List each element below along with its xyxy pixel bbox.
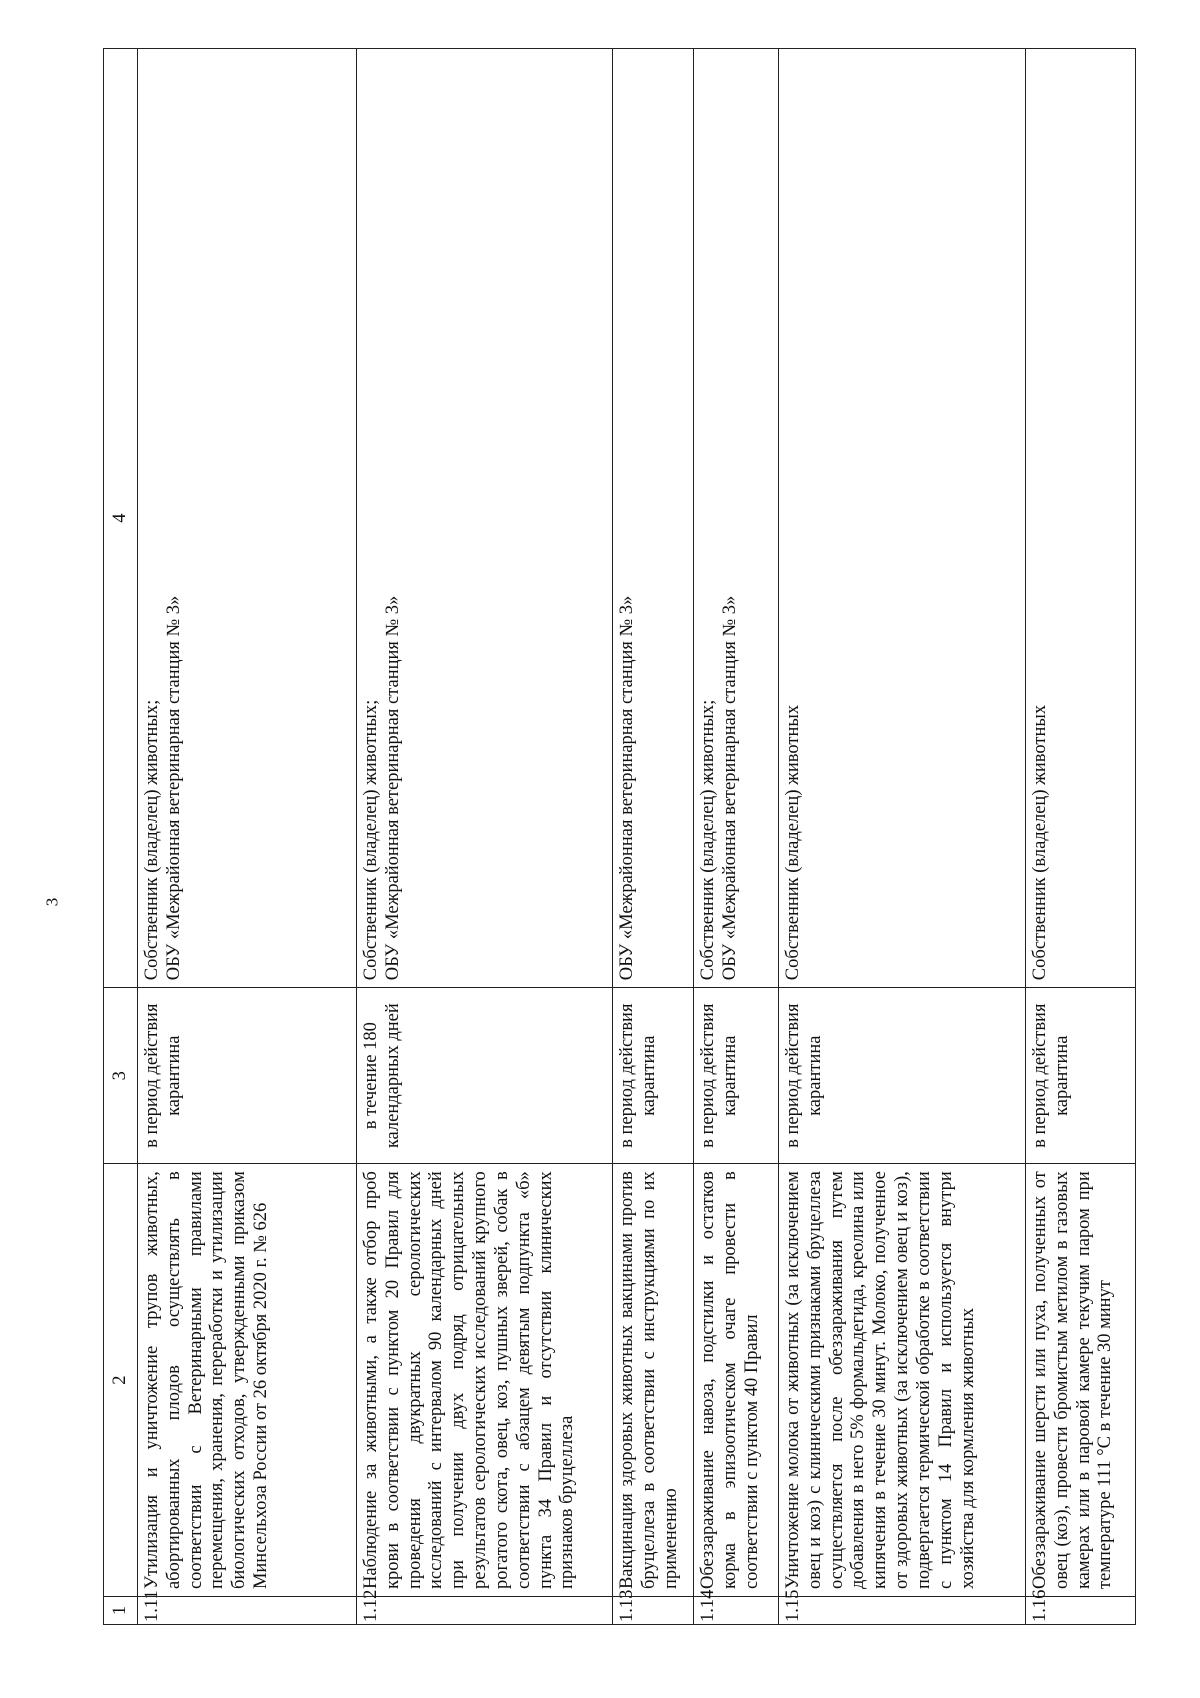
measure-term: в период действия карантина: [613, 988, 694, 1164]
measure-term: в период действия карантина: [694, 988, 779, 1164]
row-number: 1.14: [694, 1597, 779, 1625]
measure-term: в период действия карантина: [138, 988, 357, 1164]
measure-description: Обеззараживание шерсти или пуха, полученных от овец (коз), провести бромистым метилом в газовых камерах или в паровой камере текучим паром при температуре 111 °С в течение 30 минут: [1026, 1164, 1136, 1597]
responsible-party: [779, 49, 1026, 988]
table-row: [779, 49, 1026, 1625]
measure-term: в период действия карантина: [779, 988, 1026, 1164]
table-row: [138, 49, 357, 1625]
responsible-line: Собственник (владелец) животных;: [142, 699, 162, 981]
header-row: [104, 49, 138, 1625]
column-header: 3: [104, 988, 138, 1164]
measure-description: Утилизация и уничтожение трупов животных, абортированных плодов осуществлять в соответствии с Ветеринарными правилами перемещения, хранения, переработки и утилизации биологических отходов, утвержденными приказом Минсельхоза России от 26 октября 2020 г. № 626: [138, 1164, 357, 1597]
table-row: [694, 49, 779, 1625]
responsible-party: [1026, 49, 1136, 988]
responsible-line: Собственник (владелец) животных: [783, 704, 803, 981]
page-number: 3: [42, 897, 62, 907]
measure-term: в течение 180 календарных дней: [357, 988, 613, 1164]
row-number: 1.15: [779, 1597, 1026, 1625]
measure-term: в период действия карантина: [1026, 988, 1136, 1164]
responsible-party: [357, 49, 613, 988]
responsible-line: Собственник (владелец) животных;: [361, 699, 381, 981]
responsible-line: ОБУ «Межрайонная ветеринарная станция № 3»: [617, 595, 637, 981]
responsible-line: ОБУ «Межрайонная ветеринарная станция № 3»: [382, 595, 403, 981]
column-header: 2: [104, 1164, 138, 1597]
measure-description: Наблюдение за животными, а также отбор проб крови в соответствии с пунктом 20 Правил для проведения двукратных серологических исследований с интервалом 90 календарных дней при получении двух подряд отрицательных результатов серологических исследований крупного рогатого скота, овец, коз, пушных зверей, собак в соответствии с абзацем девятым подпункта «б» пункта 34 Правил и отсутствии клинических признаков бруцеллеза: [357, 1164, 613, 1597]
column-header: 1: [104, 1597, 138, 1625]
measure-description: Уничтожение молока от животных (за исключением овец и коз) с клиническими признаками бруцеллеза осуществляется после обеззараживания путем добавления в него 5% формальдегида, креолина или кипячения в течение 30 минут. Молоко, полученное от здоровых животных (за исключением овец и коз), подвергается термической обработке в соответствии с пунктом 14 Правил и используется внутри хозяйства для кормления животных: [779, 1164, 1026, 1597]
responsible-party: [694, 49, 779, 988]
responsible-party: [138, 49, 357, 988]
column-header: 4: [104, 49, 138, 988]
responsible-party: [613, 49, 694, 988]
responsible-line: Собственник (владелец) животных: [1030, 704, 1050, 981]
row-number: 1.13: [613, 1597, 694, 1625]
measure-description: Обеззараживание навоза, подстилки и остатков корма в эпизоотическом очаге провести в соответствии с пунктом 40 Правил: [694, 1164, 779, 1597]
responsible-line: ОБУ «Межрайонная ветеринарная станция № 3»: [719, 595, 740, 981]
row-number: 1.16: [1026, 1597, 1136, 1625]
table-row: [357, 49, 613, 1625]
table-row: [1026, 49, 1136, 1625]
responsible-line: Собственник (владелец) животных;: [698, 699, 718, 981]
rotated-table-container: [103, 48, 1191, 1625]
row-number: 1.12: [357, 1597, 613, 1625]
measure-description: Вакцинация здоровых животных вакцинами против бруцеллеза в соответствии с инструкциями по их применению: [613, 1164, 694, 1597]
responsible-line: ОБУ «Межрайонная ветеринарная станция № 3»: [163, 595, 184, 981]
measures-table: [103, 48, 1136, 1625]
table-row: [613, 49, 694, 1625]
row-number: 1.11: [138, 1597, 357, 1625]
